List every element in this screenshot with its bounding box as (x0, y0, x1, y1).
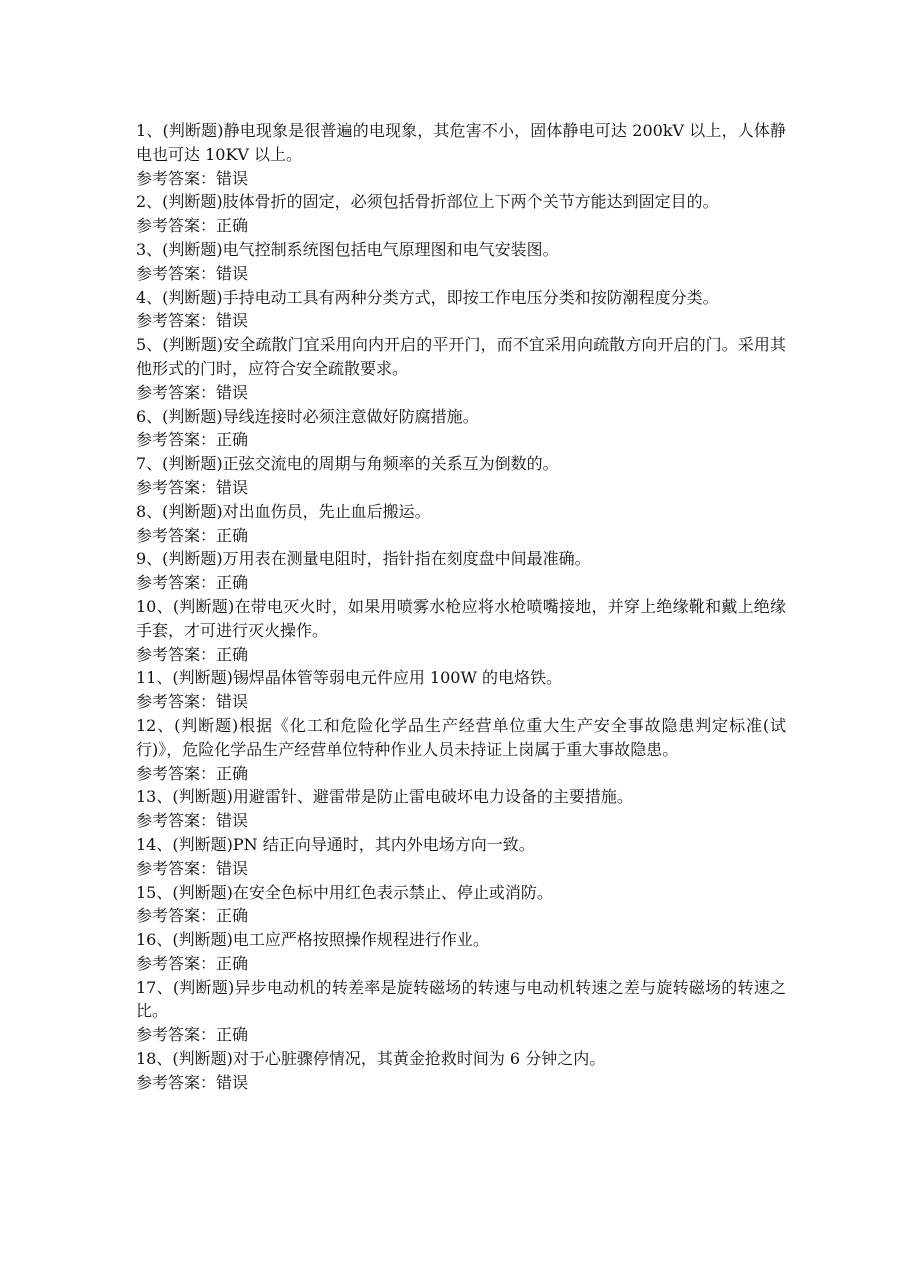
answer-text: 参考答案：正确 (136, 573, 249, 593)
question-text: 18、(判断题)对于心脏骤停情况，其黄金抢救时间为 6 分钟之内。 (136, 1049, 606, 1069)
question-text: 6、(判断题)导线连接时必须注意做好防腐措施。 (136, 406, 479, 426)
question-text: 14、(判断题)PN 结正向导通时，其内外电场方向一致。 (136, 834, 535, 854)
question-text: 4、(判断题)手持电动工具有两种分类方式，即按工作电压分类和按防潮程度分类。 (136, 287, 719, 307)
question-text: 15、(判断题)在安全色标中用红色表示禁止、停止或消防。 (136, 882, 553, 902)
question-text: 1、(判断题)静电现象是很普遍的电现象，其危害不小，固体静电可达 200kV 以上，人体静电也可达 10KV 以上。 (136, 121, 786, 164)
answer-text: 参考答案：错误 (136, 382, 249, 402)
answer-text: 参考答案：错误 (136, 263, 249, 283)
answer-text: 参考答案：错误 (136, 858, 249, 878)
document-page (136, 119, 786, 1095)
answer-text: 参考答案：错误 (136, 168, 249, 188)
question-text: 7、(判断题)正弦交流电的周期与角频率的关系互为倒数的。 (136, 454, 559, 474)
answer-text: 参考答案：错误 (136, 477, 249, 497)
answer-text: 参考答案：错误 (136, 811, 249, 831)
question-text: 5、(判断题)安全疏散门宜采用向内开启的平开门，而不宜采用向疏散方向开启的门。采用其他形式的门时，应符合安全疏散要求。 (136, 335, 786, 378)
answer-text: 参考答案：正确 (136, 953, 249, 973)
question-text: 2、(判断题)肢体骨折的固定，必须包括骨折部位上下两个关节方能达到固定目的。 (136, 192, 719, 212)
answer-text: 参考答案：正确 (136, 216, 249, 236)
question-text: 9、(判断题)万用表在测量电阻时，指针指在刻度盘中间最准确。 (136, 549, 591, 569)
question-text: 11、(判断题)锡焊晶体管等弱电元件应用 100W 的电烙铁。 (136, 668, 563, 688)
question-text: 12、(判断题)根据《化工和危险化学品生产经营单位重大生产安全事故隐患判定标准(试行)》，危险化学品生产经营单位特种作业人员未持证上岗属于重大事故隐患。 (136, 715, 786, 759)
answer-text: 参考答案：正确 (136, 1025, 249, 1045)
question-text: 8、(判断题)对出血伤员，先止血后搬运。 (136, 501, 431, 521)
question-text: 16、(判断题)电工应严格按照操作规程进行作业。 (136, 930, 489, 950)
answer-text: 参考答案：错误 (136, 692, 249, 712)
answer-text: 参考答案：正确 (136, 644, 249, 664)
question-text: 17、(判断题)异步电动机的转差率是旋转磁场的转速与电动机转速之差与旋转磁场的转速之比。 (136, 977, 786, 1021)
answer-text: 参考答案：错误 (136, 311, 249, 331)
answer-text: 参考答案：正确 (136, 525, 249, 545)
answer-text: 参考答案：正确 (136, 763, 249, 783)
question-text: 3、(判断题)电气控制系统图包括电气原理图和电气安装图。 (136, 239, 559, 259)
question-text: 10、(判断题)在带电灭火时，如果用喷雾水枪应将水枪喷嘴接地，并穿上绝缘靴和戴上绝缘手套，才可进行灭火操作。 (136, 596, 786, 640)
question-text: 13、(判断题)用避雷针、避雷带是防止雷电破坏电力设备的主要措施。 (136, 787, 633, 807)
answer-text: 参考答案：错误 (136, 1072, 249, 1092)
answer-text: 参考答案：正确 (136, 430, 249, 450)
answer-text: 参考答案：正确 (136, 906, 249, 926)
